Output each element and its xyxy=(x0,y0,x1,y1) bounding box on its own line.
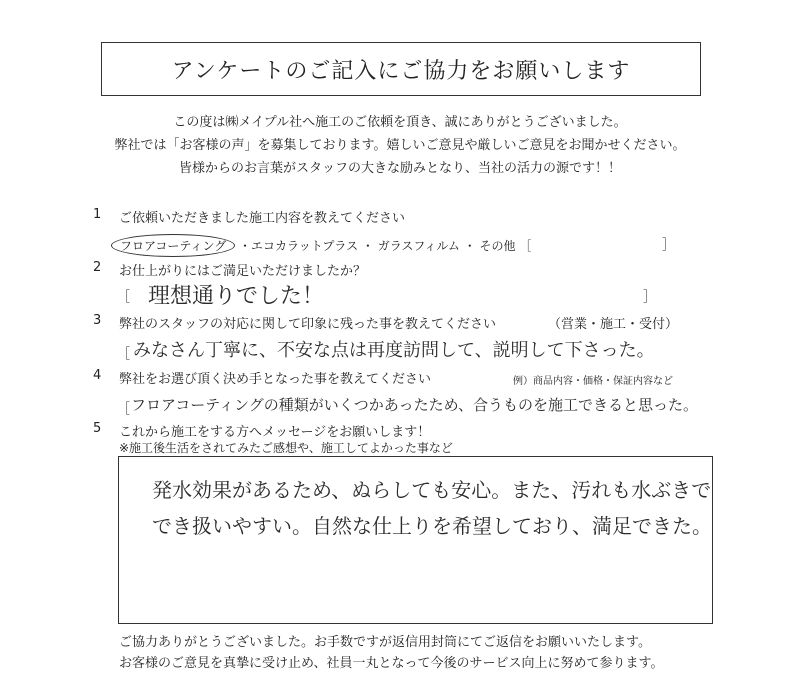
q2-handwritten-answer: 理想通りでした！ xyxy=(148,284,325,309)
q1-bracket-close: ］ xyxy=(662,238,676,253)
q3-hint: （営業・施工・受付） xyxy=(548,317,679,332)
q4-number: 4 xyxy=(93,368,102,383)
q2-bracket-open: ［ xyxy=(117,290,131,305)
q1-number: 1 xyxy=(93,207,102,222)
q5-note: ※施工後生活をされてみたご感想や、施工してよかった事など xyxy=(119,441,453,455)
q3-question: 弊社のスタッフの対応に関して印象に残った事を教えてください xyxy=(119,317,497,332)
q4-question: 弊社をお選び頂く決め手となった事を教えてください xyxy=(119,372,432,387)
q5-answer-line-1: 発水効果があるため、ぬらしても安心。また、汚れも水ぶきで xyxy=(152,478,712,502)
footer-line-1: ご協力ありがとうございました。お手数ですが返信用封筒にてご返信をお願いいたします。 xyxy=(119,635,651,650)
q3-number: 3 xyxy=(93,313,102,328)
q4-handwritten-answer: フロアコーティングの種類がいくつかあったため、合うものを施工できると思った。 xyxy=(131,396,699,414)
q5-question: これから施工をする方へメッセージをお願いします！ xyxy=(119,425,431,440)
intro-line-3: 皆様からのお言葉がスタッフの大きな励みとなり、当社の活力の源です！！ xyxy=(178,161,621,176)
q3-bracket-open: ［ xyxy=(117,347,131,362)
footer-line-2: お客様のご意見を真摯に受け止め、社員一丸となって今後のサービス向上に努めて参ります。 xyxy=(119,656,664,671)
survey-title: アンケートのご記入にご協力をお願いします xyxy=(171,58,631,84)
q2-number: 2 xyxy=(93,260,102,275)
intro-line-1: この度は㈱メイプル社へ施工のご依頼を頂き、誠にありがとうございました。 xyxy=(173,115,627,130)
q5-answer-line-2: でき扱いやすい。自然な仕上りを希望しており、満足できた。 xyxy=(152,514,712,538)
q5-number: 5 xyxy=(93,421,102,436)
q2-question: お仕上がりにはご満足いただけましたか？ xyxy=(119,264,367,279)
q3-handwritten-answer: みなさん丁寧に、不安な点は再度訪問して、説明して下さった。 xyxy=(133,340,655,361)
q2-bracket-close: ］ xyxy=(643,290,657,305)
q1-options xyxy=(121,234,531,257)
q1-question: ご依頼いただきました施工内容を教えてください xyxy=(119,211,406,226)
q1-selected-option[interactable]: フロアコーティング xyxy=(111,234,235,257)
intro-line-2: 弊社では「お客様の声」を募集しております。嬉しいご意見や厳しいご意見をお聞かせください。 xyxy=(114,138,686,153)
q4-bracket-open: ［ xyxy=(117,402,131,417)
q4-hint: 例）商品内容・価格・保証内容など xyxy=(513,376,673,387)
survey-title-box xyxy=(101,42,701,96)
q1-other-options: ・エコカラットプラス ・ ガラスフィルム ・ その他 ［ xyxy=(239,239,532,253)
